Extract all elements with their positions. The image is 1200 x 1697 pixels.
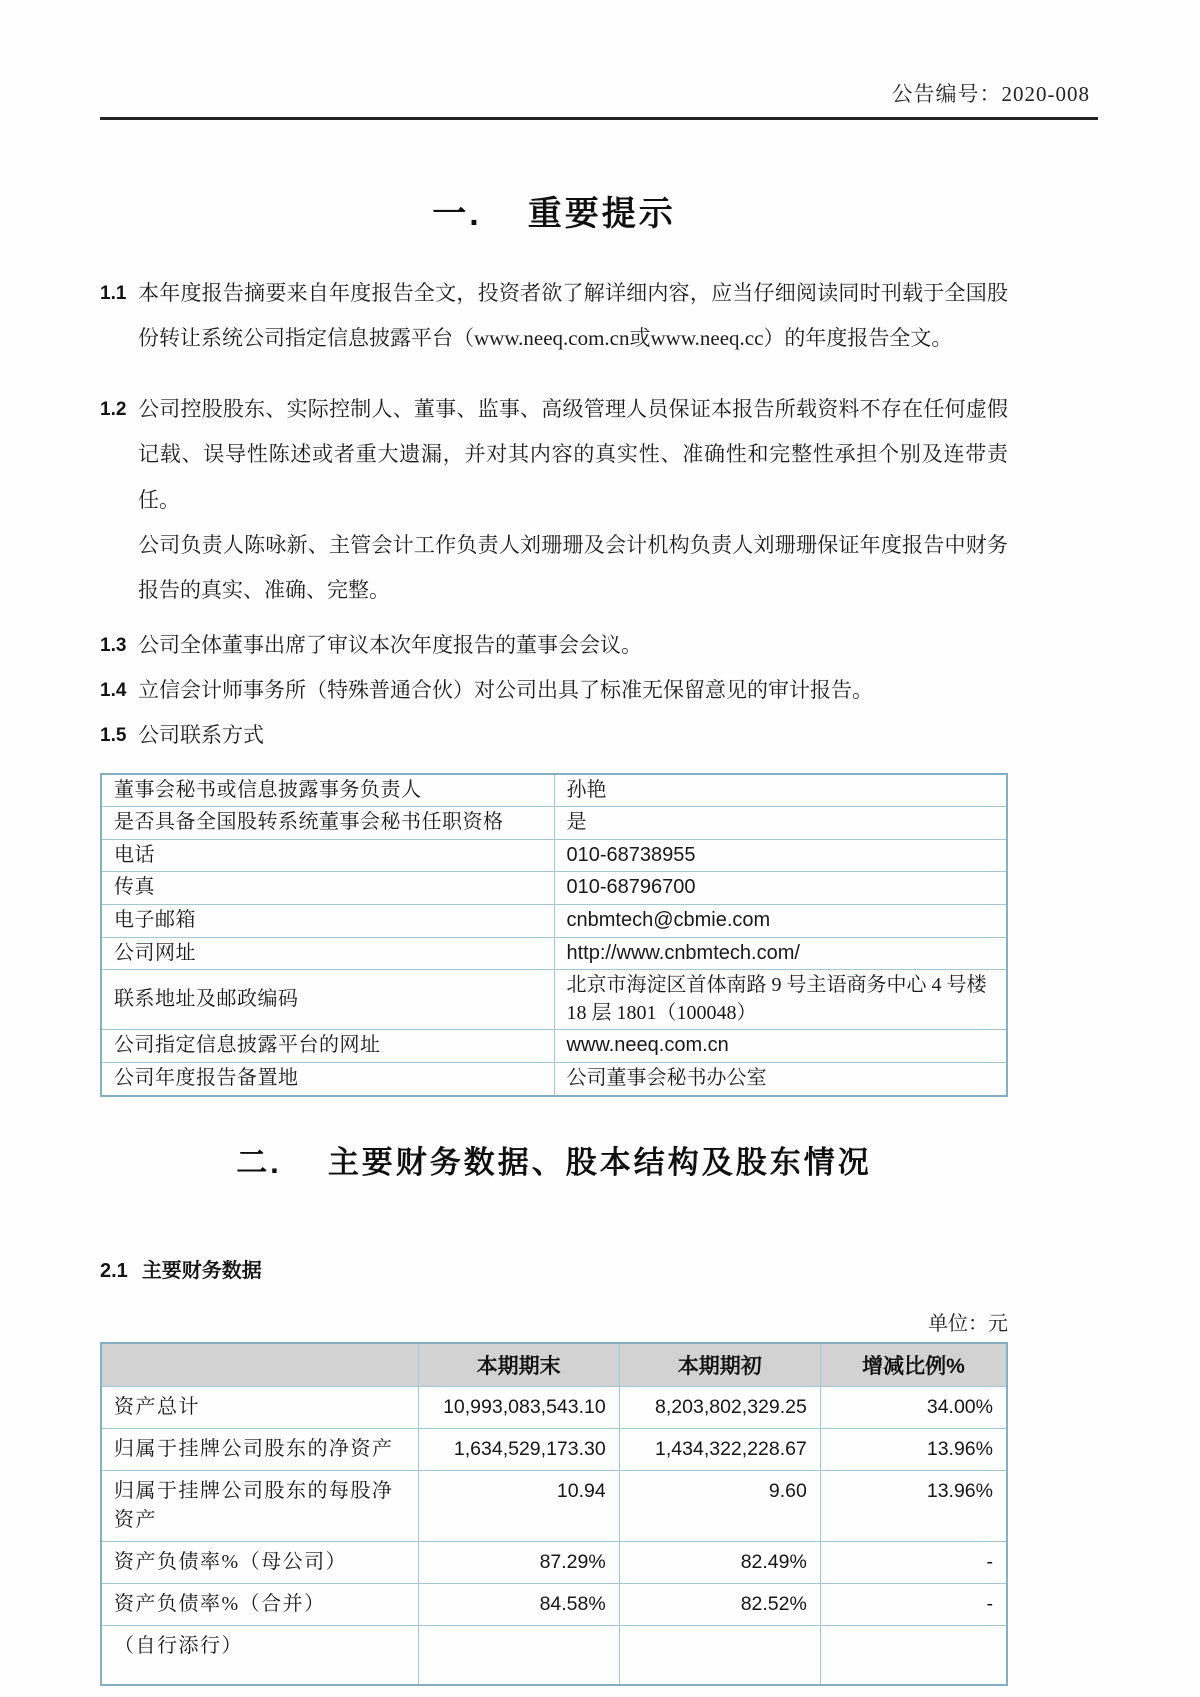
table-row (101, 1470, 1007, 1541)
table-row (101, 1625, 1007, 1685)
column-header-period-begin: 本期期初 (619, 1343, 820, 1387)
contact-label: 公司年度报告备置地 (101, 1062, 554, 1095)
fin-row-label: 资产总计 (101, 1386, 418, 1428)
paragraph: 本年度报告摘要来自年度报告全文，投资者欲了解详细内容，应当仔细阅读同时刊载于全国股份转让系统公司指定信息披露平台（www.neeq.com.cn或www.neeq.cc）的年度报告全文。 (138, 281, 1008, 351)
table-row (101, 872, 1007, 905)
fin-value-end: 10,993,083,543.10 (418, 1386, 619, 1428)
contact-label: 公司网址 (101, 937, 554, 970)
header-divider (100, 117, 1098, 120)
fin-row-label: 资产负债率%（合并） (101, 1583, 418, 1625)
contact-value: 是 (554, 807, 1007, 840)
fin-value-change: - (820, 1583, 1007, 1625)
section-2-number: 二. (236, 1144, 282, 1180)
financial-table (100, 1342, 1008, 1686)
table-row (101, 839, 1007, 872)
paragraph: 公司负责人陈咏新、主管会计工作负责人刘珊珊及会计机构负责人刘珊珊保证年度报告中财务报告的真实、准确、完整。 (138, 532, 1008, 602)
clause-text (138, 668, 1008, 713)
contact-table (100, 773, 1008, 1097)
fin-value-begin: 8,203,802,329.25 (619, 1386, 820, 1428)
fin-row-label: 资产负债率%（母公司） (101, 1541, 418, 1583)
fin-value-change: - (820, 1541, 1007, 1583)
contact-label: 电子邮箱 (101, 905, 554, 938)
paragraph: 公司全体董事出席了审议本次年度报告的董事会会议。 (138, 632, 642, 657)
document-body (100, 186, 1008, 1686)
table-row (101, 1583, 1007, 1625)
fin-value-begin (619, 1625, 820, 1685)
contact-value: cnbmtech@cbmie.com (554, 905, 1007, 938)
clause-number: 1.5 (100, 725, 127, 747)
section-1-title: 重要提示 (527, 195, 676, 233)
clause-1-1 (100, 271, 1008, 361)
table-row (101, 970, 1007, 1030)
fin-value-change: 34.00% (820, 1386, 1007, 1428)
clause-text (138, 271, 1008, 361)
table-row (101, 1428, 1007, 1470)
subsection-title: 主要财务数据 (141, 1259, 262, 1282)
table-row (101, 1386, 1007, 1428)
subsection-number: 2.1 (100, 1259, 128, 1282)
section-1-heading (100, 186, 1008, 235)
paragraph: 公司控股股东、实际控制人、董事、监事、高级管理人员保证本报告所载资料不存在任何虚假记载、误导性陈述或者重大遗漏，并对其内容的真实性、准确性和完整性承担个别及连带责任。 (138, 397, 1008, 512)
contact-label: 联系地址及邮政编码 (101, 970, 554, 1030)
fin-row-label: （自行添行） (101, 1625, 418, 1685)
section-2-heading (100, 1137, 1008, 1182)
contact-label: 董事会秘书或信息披露事务负责人 (101, 774, 554, 807)
clause-text (138, 387, 1008, 613)
column-header-period-end: 本期期末 (418, 1343, 619, 1387)
section-1-number: 一. (432, 195, 482, 233)
fin-value-begin: 1,434,322,228.67 (619, 1428, 820, 1470)
fin-value-end: 10.94 (418, 1470, 619, 1541)
contact-value: 010-68796700 (554, 872, 1007, 905)
contact-label: 传真 (101, 872, 554, 905)
column-header-blank (101, 1343, 418, 1387)
table-header-row (101, 1343, 1007, 1387)
table-row (101, 1541, 1007, 1583)
contact-label: 电话 (101, 839, 554, 872)
contact-value: 北京市海淀区首体南路 9 号主语商务中心 4 号楼 18 层 1801（100048） (554, 970, 1007, 1030)
fin-value-begin: 82.52% (619, 1583, 820, 1625)
contact-value: 孙艳 (554, 774, 1007, 807)
fin-value-end: 84.58% (418, 1583, 619, 1625)
section-2-title: 主要财务数据、股本结构及股东情况 (327, 1144, 872, 1180)
table-row (101, 937, 1007, 970)
fin-row-label: 归属于挂牌公司股东的每股净资产 (101, 1470, 418, 1541)
fin-value-change: 13.96% (820, 1470, 1007, 1541)
clause-number: 1.1 (100, 283, 127, 304)
clause-1-5 (100, 713, 1008, 758)
clause-number: 1.2 (100, 399, 127, 421)
table-row (101, 905, 1007, 938)
fin-value-begin: 82.49% (619, 1541, 820, 1583)
clause-1-3 (100, 623, 1008, 668)
notice-number: 公告编号：2020-008 (891, 82, 1090, 106)
table-row (101, 1030, 1007, 1063)
paragraph: 公司联系方式 (138, 723, 264, 748)
fin-value-change (820, 1625, 1007, 1685)
table-row (101, 1062, 1007, 1095)
fin-row-label: 归属于挂牌公司股东的净资产 (101, 1428, 418, 1470)
column-header-change-ratio: 增减比例% (820, 1343, 1007, 1387)
clause-text (138, 713, 1008, 758)
clause-1-4 (100, 668, 1008, 713)
unit-label: 单位：元 (928, 1312, 1008, 1335)
fin-value-end: 1,634,529,173.30 (418, 1428, 619, 1470)
clause-number: 1.4 (100, 680, 127, 702)
subsection-2-1-heading (100, 1254, 1008, 1283)
contact-label: 公司指定信息披露平台的网址 (101, 1030, 554, 1063)
table-row (101, 774, 1007, 807)
clause-text (138, 623, 1008, 668)
clause-1-2 (100, 387, 1008, 613)
contact-value: http://www.cnbmtech.com/ (554, 937, 1007, 970)
clause-number: 1.3 (100, 634, 127, 656)
contact-label: 是否具备全国股转系统董事会秘书任职资格 (101, 807, 554, 840)
contact-value: www.neeq.com.cn (554, 1030, 1007, 1063)
paragraph: 立信会计师事务所（特殊普通合伙）对公司出具了标准无保留意见的审计报告。 (138, 678, 873, 703)
table-row (101, 807, 1007, 840)
fin-value-end (418, 1625, 619, 1685)
fin-value-change: 13.96% (820, 1428, 1007, 1470)
fin-value-end: 87.29% (418, 1541, 619, 1583)
contact-value: 010-68738955 (554, 839, 1007, 872)
fin-value-begin: 9.60 (619, 1470, 820, 1541)
contact-value: 公司董事会秘书办公室 (554, 1062, 1007, 1095)
